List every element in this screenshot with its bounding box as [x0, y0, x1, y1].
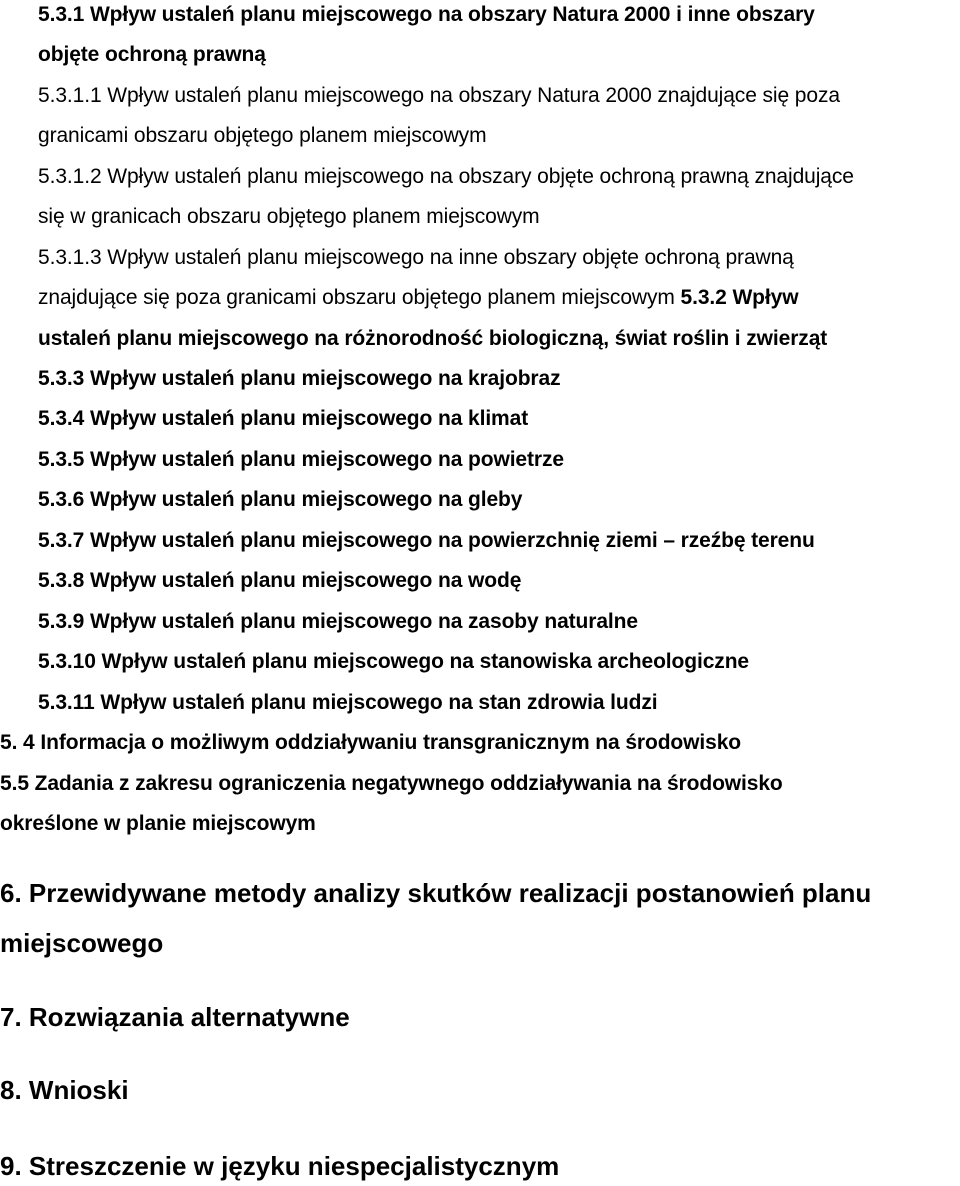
mixed-line-5-3-1-3-and-5-3-2 [38, 284, 798, 312]
heading-5-3-11: 5.3.11 Wpływ ustaleń planu miejscowego na stan zdrowia ludzi [38, 691, 658, 714]
subheading-5-3-1-2-line-2: się w granicach obszaru objętego planem miejscowym [38, 205, 540, 228]
heading-5-5-line-2: określone w planie miejscowym [0, 812, 316, 835]
heading-5-4: 5. 4 Informacja o możliwym oddziaływaniu transgranicznym na środowisko [0, 731, 742, 754]
heading-5-3-5: 5.3.5 Wpływ ustaleń planu miejscowego na powietrze [38, 448, 564, 471]
chapter-8-heading: 8. Wnioski [0, 1075, 129, 1105]
heading-5-5-line-1: 5.5 Zadania z zakresu ograniczenia negatywnego oddziaływania na środowisko [0, 772, 783, 795]
heading-5-3-4: 5.3.4 Wpływ ustaleń planu miejscowego na klimat [38, 407, 529, 430]
subheading-5-3-1-2-line-1: 5.3.1.2 Wpływ ustaleń planu miejscowego na obszary objęte ochroną prawną znajdujące [38, 165, 854, 188]
chapter-7-heading: 7. Rozwiązania alternatywne [0, 1002, 350, 1032]
subheading-5-3-1-3-line-1: 5.3.1.3 Wpływ ustaleń planu miejscowego na inne obszary objęte ochroną prawną [38, 246, 794, 269]
chapter-6-heading-line-1: 6. Przewidywane metody analizy skutków realizacji postanowień planu [0, 878, 872, 908]
subheading-5-3-1-1-line-1: 5.3.1.1 Wpływ ustaleń planu miejscowego na obszary Natura 2000 znajdujące się poza [38, 84, 840, 107]
heading-5-3-2-line-2: ustaleń planu miejscowego na różnorodność biologiczną, świat roślin i zwierząt [38, 327, 828, 350]
heading-5-3-6: 5.3.6 Wpływ ustaleń planu miejscowego na gleby [38, 488, 523, 511]
heading-5-3-10: 5.3.10 Wpływ ustaleń planu miejscowego na stanowiska archeologiczne [38, 650, 750, 673]
chapter-9-heading: 9. Streszczenie w języku niespecjalistycznym [0, 1151, 560, 1181]
subheading-5-3-1-1-line-2: granicami obszaru objętego planem miejscowym [38, 124, 487, 147]
heading-5-3-8: 5.3.8 Wpływ ustaleń planu miejscowego na wodę [38, 569, 522, 592]
chapter-6-heading-line-2: miejscowego [0, 928, 164, 958]
heading-5-3-7: 5.3.7 Wpływ ustaleń planu miejscowego na powierzchnię ziemi – rzeźbę terenu [38, 529, 815, 552]
heading-5-3-2-start: 5.3.2 Wpływ [680, 286, 799, 309]
heading-5-3-3: 5.3.3 Wpływ ustaleń planu miejscowego na krajobraz [38, 367, 561, 390]
heading-5-3-9: 5.3.9 Wpływ ustaleń planu miejscowego na zasoby naturalne [38, 610, 638, 633]
heading-5-3-1-line-1: 5.3.1 Wpływ ustaleń planu miejscowego na obszary Natura 2000 i inne obszary [38, 3, 815, 26]
subheading-5-3-1-3-line-2: znajdujące się poza granicami obszaru objętego planem miejscowym [38, 286, 681, 309]
heading-5-3-1-line-2: objęte ochroną prawną [38, 43, 266, 66]
